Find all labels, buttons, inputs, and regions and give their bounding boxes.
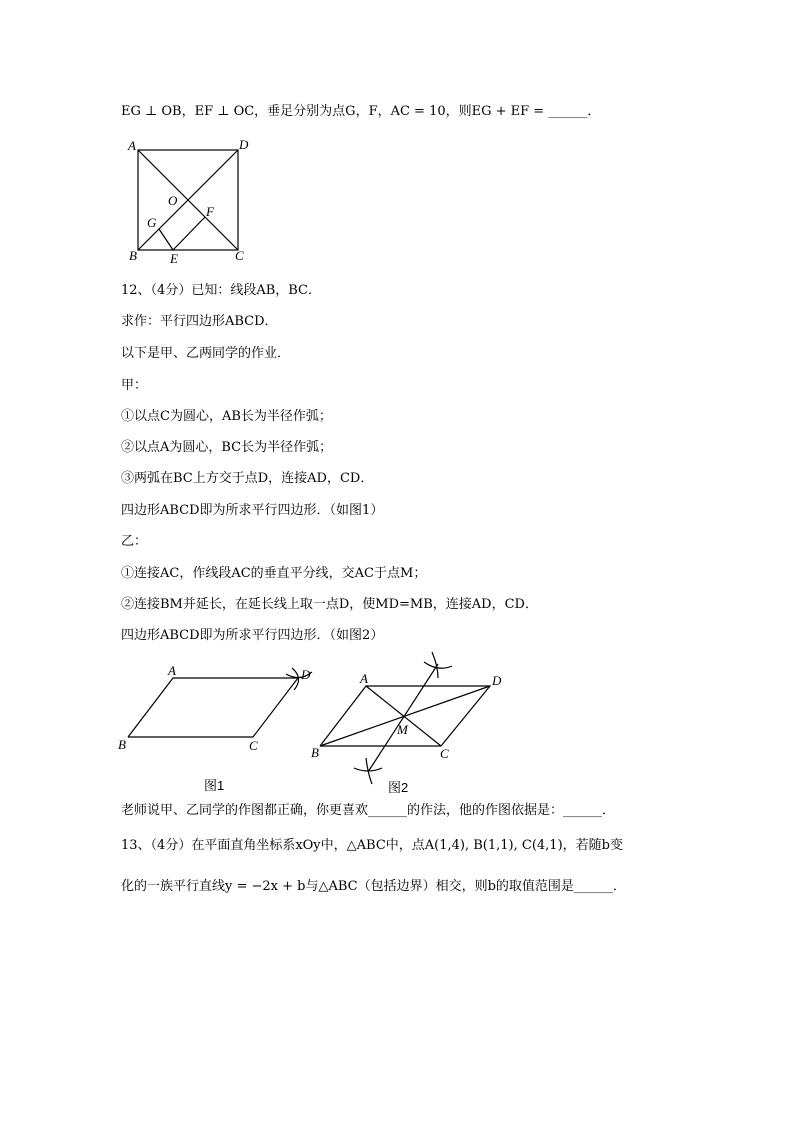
q12-jia-step2: ②以点A为圆心，BC长为半径作弧； (121, 440, 333, 455)
q12-yi-end: 四边形ABCD即为所求平行四边形．（如图2） (121, 628, 384, 643)
fig1-label-b: B (118, 737, 126, 752)
segment-ef (173, 217, 205, 250)
arc-top-1 (424, 662, 452, 668)
fig1-caption: 图1 (204, 778, 225, 793)
q12-head: 12、（4分）已知：线段AB，BC． (121, 283, 321, 298)
q12-question: 老师说甲、乙同学的作图都正确，你更喜欢______的作法，他的作图依据是：______． (121, 803, 616, 818)
square-figure (120, 138, 260, 268)
fig2-label-d: D (492, 673, 502, 688)
fig2-caption: 图2 (388, 780, 409, 795)
q12-jia-label: 甲： (121, 378, 148, 393)
figure-2 (308, 650, 518, 790)
label-g: G (147, 215, 157, 230)
label-f: F (206, 204, 214, 219)
q12-jia-end: 四边形ABCD即为所求平行四边形．（如图1） (121, 503, 384, 518)
fig1-label-a: A (168, 663, 176, 678)
q12-jia-step3: ③两弧在BC上方交于点D，连接AD，CD． (121, 471, 374, 486)
perpendicular-bisector (368, 664, 438, 772)
parallelogram-fig1 (128, 678, 298, 737)
label-o: O (168, 193, 178, 208)
figure-1 (118, 660, 318, 755)
q11-tail-text: EG ⊥ OB，EF ⊥ OC，垂足分别为点G，F，AC = 10，则EG + EF = ______． (121, 104, 601, 119)
fig1-label-c: C (249, 738, 258, 753)
q12-yi-step2: ②连接BM并延长，在延长线上取一点D，使MD=MB，连接AD，CD． (121, 597, 538, 612)
q12-task: 求作：平行四边形ABCD． (121, 314, 278, 329)
fig2-label-m: M (397, 722, 408, 737)
q12-yi-step1: ①连接AC，作线段AC的垂直平分线，交AC于点M； (121, 566, 427, 581)
fig2-label-c: C (440, 746, 449, 761)
label-d: D (239, 137, 249, 152)
fig1-label-d: D (301, 667, 311, 682)
q13-line1: 13、（4分）在平面直角坐标系xOy中，△ABC中，点A(1,4), B(1,1), C(4,1)，若随b变 (121, 838, 623, 853)
segment-eg (159, 229, 173, 250)
label-e: E (170, 251, 178, 266)
label-c: C (235, 248, 244, 263)
fig2-label-a: A (360, 671, 368, 686)
label-b: B (129, 248, 137, 263)
q12-jia-step1: ①以点C为圆心，AB长为半径作弧； (121, 409, 332, 424)
label-a: A (128, 138, 136, 153)
q12-yi-label: 乙： (121, 534, 148, 549)
q13-line2: 化的一族平行直线y = −2x + b与△ABC（包括边界）相交，则b的取值范围是______． (121, 879, 626, 894)
q12-intro: 以下是甲、乙两同学的作业． (121, 346, 291, 361)
fig2-label-b: B (311, 745, 319, 760)
